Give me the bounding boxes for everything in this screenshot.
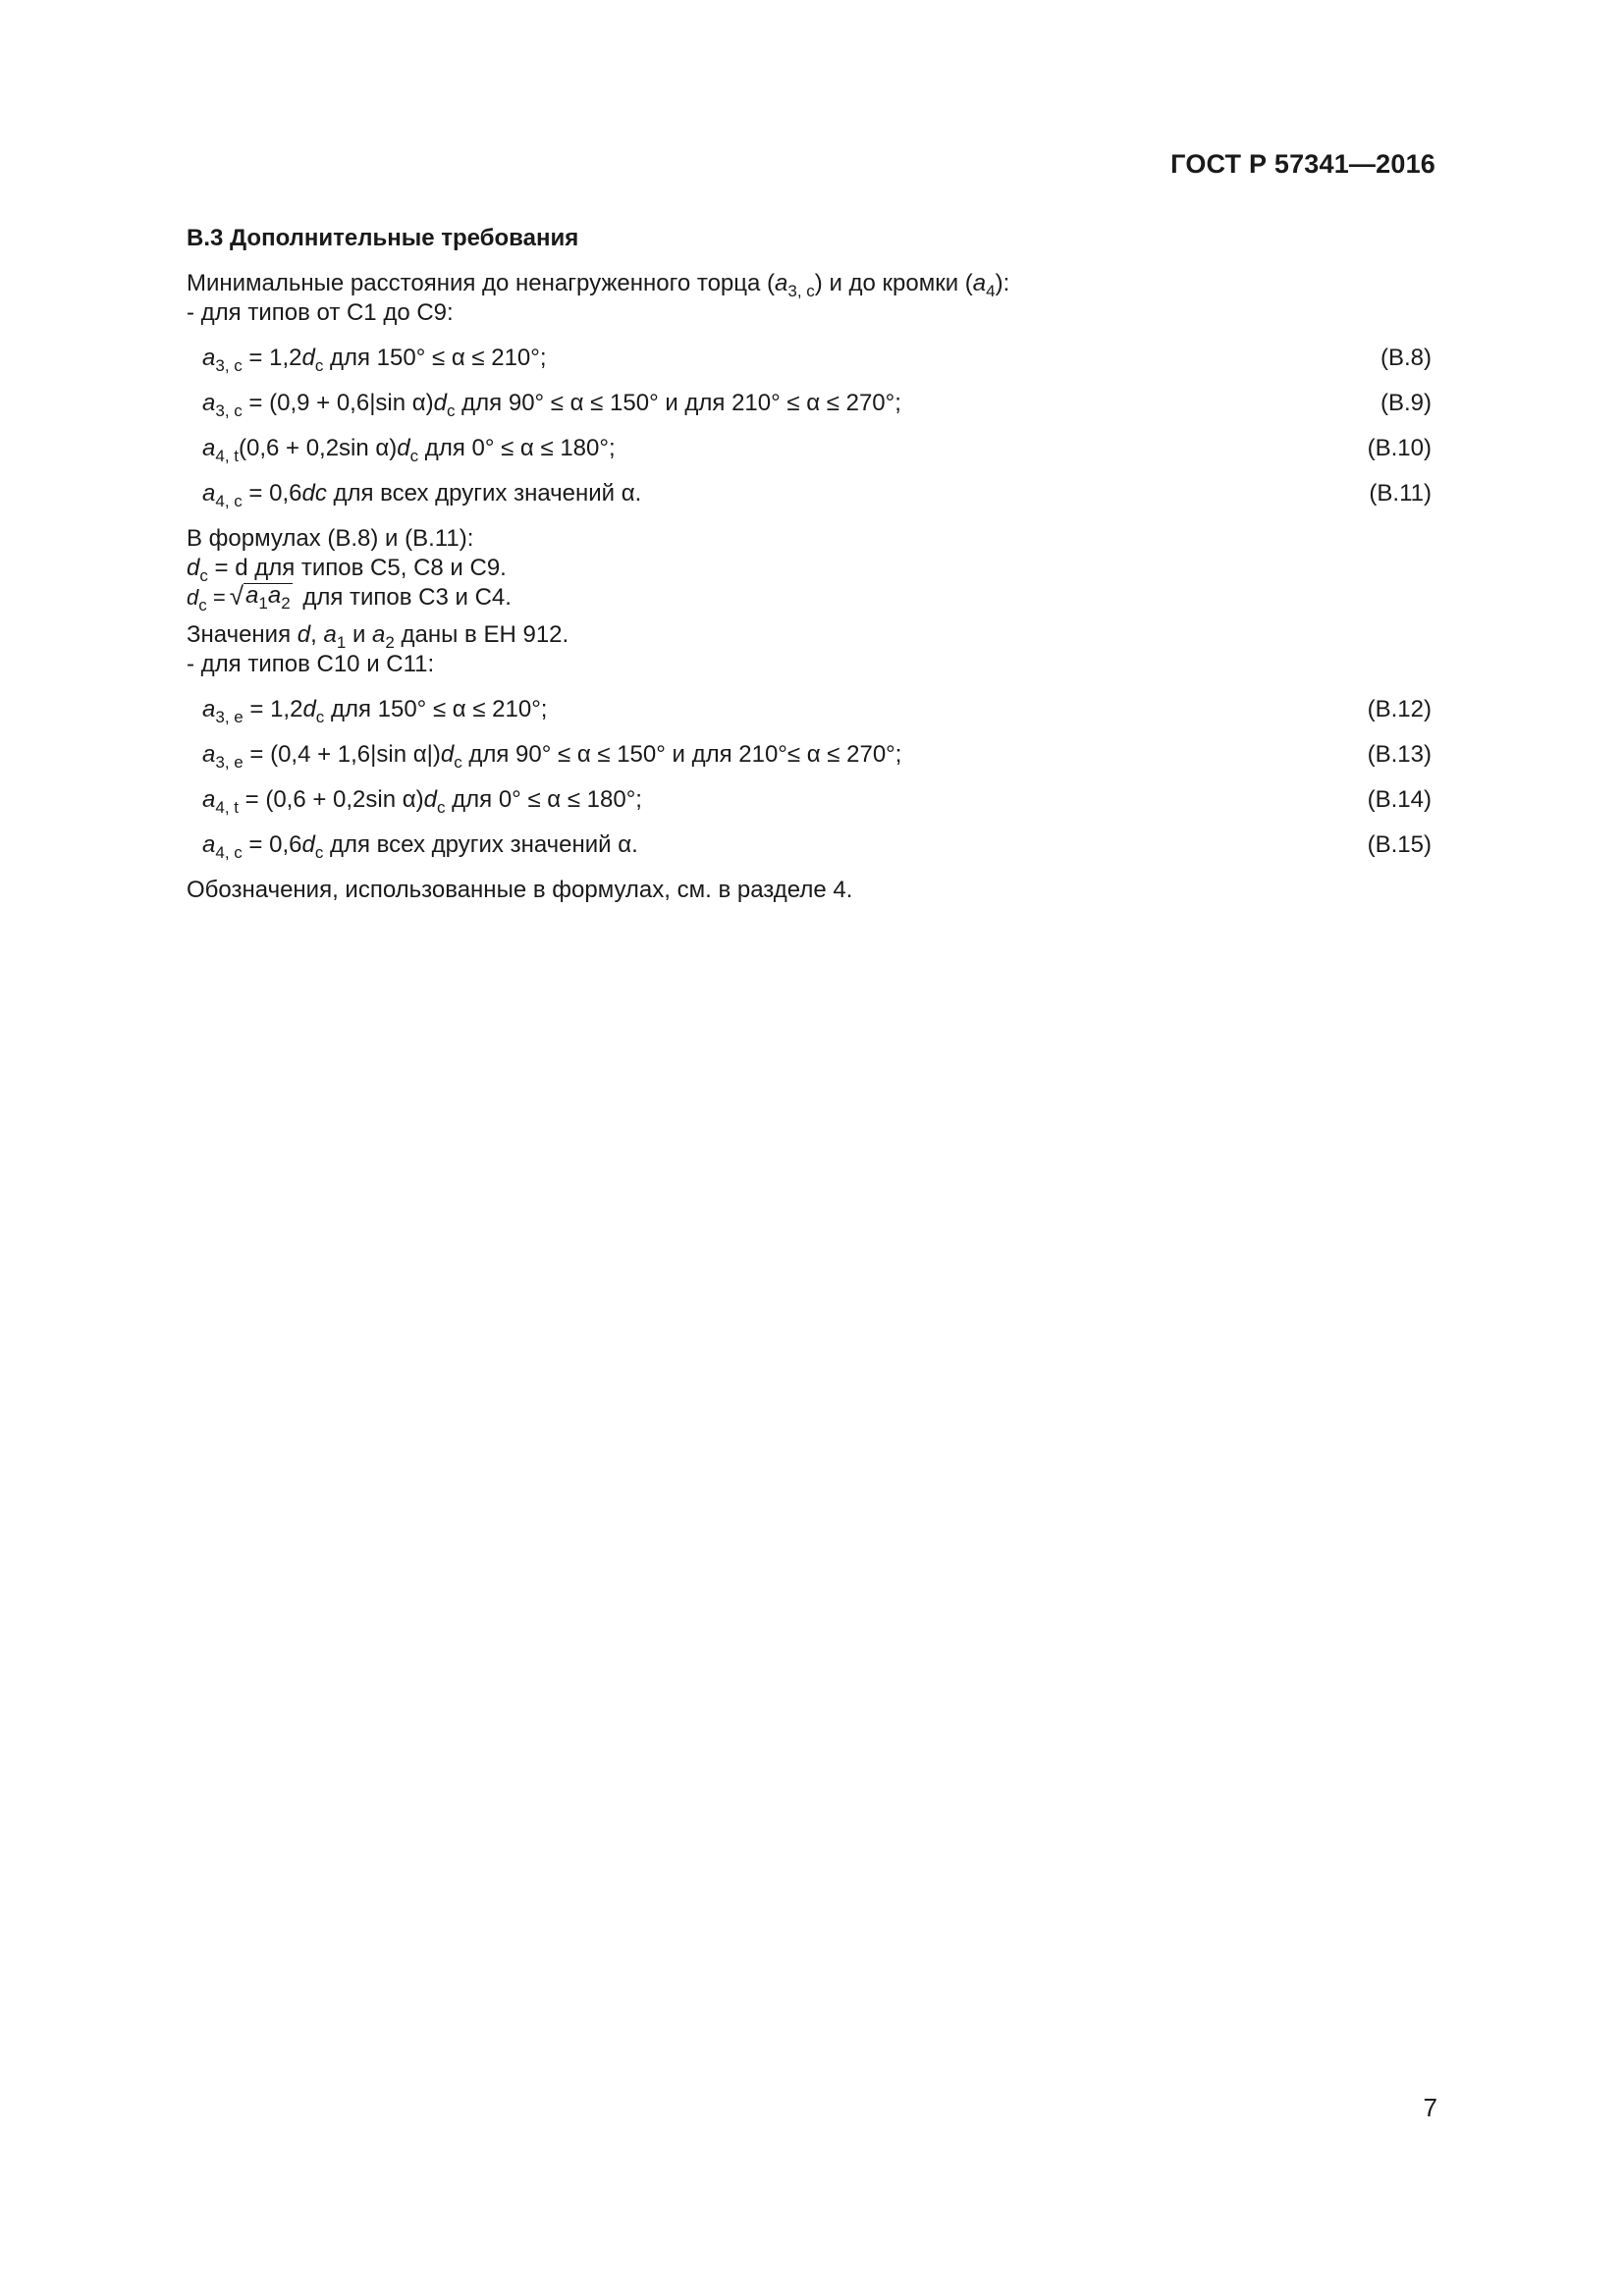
formula-expression: $a_{3, e} = (0,4 + 1,6|\sin$ $\alpha|)d_c$ для 90° ≤ α ≤ 150° и для 210°≤ α ≤ 270°;	[202, 741, 902, 772]
footer-note: Обозначения, использованные в формулах, см. в разделе 4.	[187, 877, 853, 903]
formula-number: (В.10)	[1367, 435, 1432, 461]
formula-expression: $a_{4, t} = (0,6 + 0,2\sin$ $\alpha)d_c$ для 0° ≤ α ≤ 180°;	[202, 786, 642, 817]
formula-number: (В.11)	[1369, 480, 1432, 507]
notes-line-4: Значения d, $a_1$ и $a_2$ даны в ЕН 912.	[187, 621, 569, 652]
formula-number: (В.13)	[1367, 741, 1432, 768]
notes-line-5: - для типов С10 и С11:	[187, 651, 435, 677]
formula-expression: $a_{3, c} = (0,9 + 0,6|\sin$ $\alpha)d_c$ для 90° ≤ α ≤ 150° и для 210° ≤ α ≤ 270°;	[202, 390, 901, 420]
formula-expression: $a_{3, c} = 1,2d_c$ для 150° ≤ α ≤ 210°;	[202, 345, 547, 375]
formula-number: (В.9)	[1380, 390, 1432, 416]
section-title: В.3 Дополнительные требования	[187, 225, 579, 251]
formula-expression: $a_{4, c} = 0,6d_c$ для всех других значений α.	[202, 831, 638, 862]
formula-row	[187, 823, 1435, 868]
formula-number: (В.12)	[1367, 696, 1432, 722]
formula-row	[187, 687, 1435, 732]
formula-number: (В.15)	[1367, 831, 1432, 858]
formula-expression: $a_{3, e} = 1,2d_c$ для 150° ≤ α ≤ 210°;	[202, 696, 548, 726]
page-content	[187, 224, 1435, 905]
formula-row	[187, 336, 1435, 381]
formula-row	[187, 732, 1435, 777]
notes-line-3: $d_c$ = √ $a_1a_2$ для типов С3 и С4.	[187, 581, 512, 614]
formula-row	[187, 777, 1435, 823]
formula-expression: $a_{4, c} = 0,6dc$ для всех других значений α.	[202, 480, 642, 510]
formula-number: (В.14)	[1367, 786, 1432, 813]
formula-number: (В.8)	[1380, 345, 1432, 371]
notes-line-2: $d_c = d$ для типов С5, С8 и С9.	[187, 555, 507, 585]
formula-row	[187, 471, 1435, 516]
intro-line-2: - для типов от С1 до С9:	[187, 299, 454, 326]
notes-line-1: В формулах (В.8) и (В.11):	[187, 525, 474, 552]
page-number: 7	[1423, 2093, 1437, 2122]
formula-row	[187, 381, 1435, 426]
formula-row	[187, 426, 1435, 471]
document-header: ГОСТ Р 57341—2016	[1170, 149, 1435, 179]
formula-expression: $a_{4, t}(0,6 + 0,2\sin$ $\alpha)d_c$ для 0° ≤ α ≤ 180°;	[202, 435, 616, 465]
intro-line-1: Минимальные расстояния до ненагруженного торца $(a_{3, c})$ и до кромки $(a_4)$:	[187, 270, 1010, 300]
sqrt-expression: √ $a_1a_2$	[229, 581, 291, 613]
